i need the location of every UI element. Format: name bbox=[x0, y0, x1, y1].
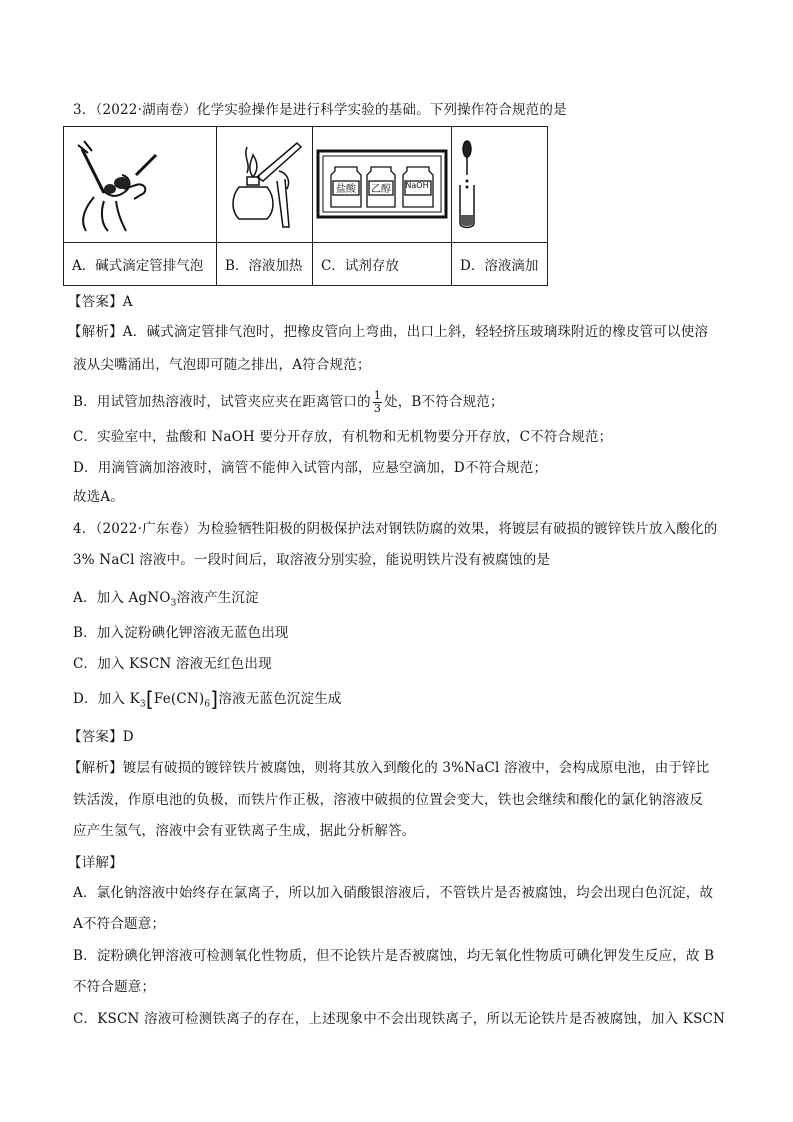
q4-analysis-line-1: 【解析】镀层有破损的镀锌铁片被腐蚀，则将其放入到酸化的 3%NaCl 溶液中，会构成原电池，由于锌比 bbox=[68, 760, 710, 776]
burette-hand-icon bbox=[64, 127, 216, 238]
burette-bubble-image bbox=[64, 127, 217, 243]
q4-option-a-post: 溶液产生沉淀 bbox=[176, 590, 259, 606]
bottle-label-hcl: 盐酸 bbox=[336, 184, 356, 195]
q4-detail-a-line-1: A．氯化钠溶液中始终存在氯离子，所以加入硝酸银溶液后，不管铁片是否被腐蚀，均会出现白色沉淀，故 bbox=[73, 885, 714, 901]
q4-analysis-line-3: 应产生氢气，溶液中会有亚铁离子生成，据此分析解答。 bbox=[73, 823, 416, 839]
solution-heating-image bbox=[217, 127, 313, 243]
b-explanation-post: 处，B不符合规范； bbox=[384, 394, 504, 410]
solution-dropping-image bbox=[452, 127, 548, 243]
q4-detail-b-line-2: 不符合题意； bbox=[73, 979, 156, 995]
right-bracket-icon: ] bbox=[210, 687, 219, 711]
q3-answer: 【答案】A bbox=[68, 294, 133, 310]
q4-answer: 【答案】D bbox=[68, 729, 134, 745]
option-d-label: D．溶液滴加 bbox=[452, 243, 548, 286]
option-a-label: A．碱式滴定管排气泡 bbox=[64, 243, 217, 286]
q4-option-a-subscript: 3 bbox=[170, 598, 177, 609]
q4-stem-line-1: 4．（2022·广东卷）为检验牺牲阳极的阴极保护法对钢铁防腐的效果，将镀层有破损的镀锌铁片放入酸化的 bbox=[73, 521, 718, 537]
q3-options-table bbox=[63, 126, 548, 286]
bottle-label-naoh: NaOH bbox=[405, 181, 429, 190]
q4-option-d-sub-2: 6 bbox=[204, 699, 211, 710]
bottle-label-ethanol: 乙醇 bbox=[371, 184, 391, 195]
q3-option-b-explanation bbox=[73, 390, 504, 415]
q4-option-a-pre: A．加入 AgNO bbox=[73, 590, 171, 606]
q4-option-c: C．加入 KSCN 溶液无红色出现 bbox=[73, 656, 272, 672]
q4-option-d-sub-1: 3 bbox=[139, 699, 146, 710]
left-bracket-icon: [ bbox=[145, 687, 154, 711]
option-b-label: B．溶液加热 bbox=[217, 243, 313, 286]
fraction-denominator: 3 bbox=[373, 402, 382, 415]
q4-option-d-post: 溶液无蓝色沉淀生成 bbox=[218, 691, 342, 707]
q4-option-d bbox=[73, 687, 342, 714]
one-third-fraction bbox=[373, 390, 382, 415]
q3-analysis-line-2: 液从尖嘴涌出，气泡即可随之排出，A符合规范； bbox=[73, 357, 371, 373]
q4-analysis-line-2: 铁活泼，作原电池的负极，而铁片作正极，溶液中破损的位置会变大，铁也会继续和酸化的氯化钠溶液反 bbox=[73, 792, 704, 808]
q4-option-a bbox=[73, 589, 259, 613]
fraction-numerator: 1 bbox=[373, 389, 382, 402]
dropper-test-tube-icon bbox=[452, 127, 547, 238]
option-c-label: C．试剂存放 bbox=[313, 243, 452, 286]
q3-option-c-explanation: C．实验室中，盐酸和 NaOH 要分开存放，有机物和无机物要分开存放，C不符合规范； bbox=[73, 429, 613, 445]
q4-detail-a-line-2: A不符合题意； bbox=[73, 916, 166, 932]
alcohol-lamp-icon bbox=[217, 127, 312, 238]
q3-stem: 3．（2022·湖南卷）化学实验操作是进行科学实验的基础。下列操作符合规范的是 bbox=[73, 102, 567, 118]
q4-stem-line-2: 3% NaCl 溶液中。一段时间后，取溶液分别实验，能说明铁片没有被腐蚀的是 bbox=[73, 552, 551, 568]
q4-option-b: B．加入淀粉碘化钾溶液无蓝色出现 bbox=[73, 625, 289, 641]
q3-conclusion: 故选A。 bbox=[73, 489, 125, 505]
q4-detail-c-line-1: C．KSCN 溶液可检测铁离子的存在，上述现象中不会出现铁离子，所以无论铁片是否被腐蚀，加入 KSCN bbox=[73, 1011, 726, 1027]
q4-detail-b-line-1: B．淀粉碘化钾溶液可检测氧化性物质，但不论铁片是否被腐蚀，均无氧化性物质可碘化钾发生反应，故 B bbox=[73, 948, 715, 964]
q4-option-d-pre: D．加入 K bbox=[73, 691, 140, 707]
b-explanation-pre: B．用试管加热溶液时，试管夹应夹在距离管口的 bbox=[73, 394, 371, 410]
q3-analysis-line-1: 【解析】A．碱式滴定管排气泡时，把橡皮管向上弯曲，出口上斜，轻轻挤压玻璃珠附近的橡皮管可以使溶 bbox=[68, 324, 709, 340]
q4-detail-title: 【详解】 bbox=[68, 855, 123, 871]
q3-option-d-explanation: D．用滴管滴加溶液时，滴管不能伸入试管内部，应悬空滴加，D不符合规范； bbox=[73, 460, 548, 476]
q4-option-d-mid: Fe(CN) bbox=[153, 691, 205, 707]
